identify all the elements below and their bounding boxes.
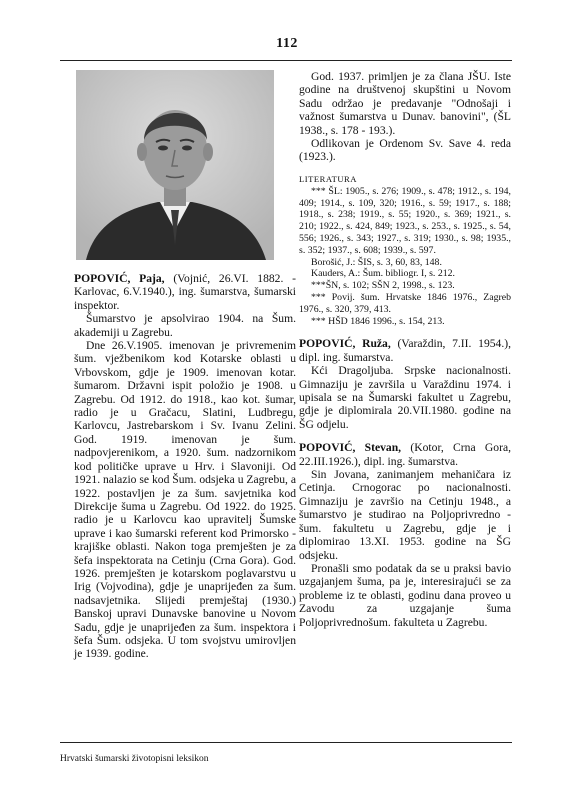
literature-item: *** Povij. šum. Hrvatske 1846 1976., Zagreb 1976., s. 320, 379, 413. — [299, 292, 511, 315]
literature-item: Borošić, J.: ŠIS, s. 3, 60, 83, 148. — [311, 256, 442, 268]
literature-item: Kauders, A.: Šum. bibliogr. I, s. 212. — [311, 268, 455, 280]
entry-paragraph: Kći Dragoljuba. Srpske nacionalnosti. Gimnaziju je završila u Varaždinu 1974. i upisala se na Šumarski fakultet u Zagrebu, gdje je diplomirala 20.VII.1980. godine na ŠG odjelu. — [299, 364, 511, 431]
entry-paragraph: Šumarstvo je apsolvirao 1904. na Šum. akademiji u Zagrebu. — [74, 312, 296, 339]
entry-paragraph: Pronašli smo podatak da se u praksi bavio uzgajanjem šuma, pa je, interesirajući se za probleme iz te oblasti, godinu dana proveo u Zavodu za uzgajanje šuma Poljoprivrednošum. fakulteta u Zagrebu. — [299, 561, 511, 629]
footer-text: Hrvatski šumarski životopisni leksikon — [60, 754, 209, 764]
entry-paragraph: God. 1937. primljen je za člana JŠU. Iste godine na društvenoj skupštini u Novom Sadu održao je predavanje "Odnošaji i važnost šumarstva u Dunav. banovini", (ŠL 1938., s. 178 - 193.). — [299, 70, 511, 137]
entry-paragraph: Odlikovan je Ordenom Sv. Save 4. reda (1923.). — [299, 137, 511, 164]
entry-popovic-stevan-head — [299, 441, 511, 468]
header-rule — [60, 60, 512, 61]
footer-rule — [60, 742, 512, 743]
portrait-photo — [76, 70, 274, 260]
entry-head-details: (Kotor, Crna Gora, 22.III.1926.), dipl. ing. šumarstva. — [299, 441, 511, 468]
entry-name: POPOVIĆ, Paja, — [74, 272, 165, 285]
entry-paragraph: Sin Jovana, zanimanjem mehaničara iz Cetinja. Crnogorac po nacionalnosti. Gimnaziju je završio na Cetinju 1948., a šumarstvo je studirao na Poljoprivredno - šum. fakultetu u Zagrebu, gdje je i diplomirao 13.XI. 1953. godine na ŠG odsjeku. — [299, 468, 511, 562]
entry-head-details: (Varaždin, 7.II. 1954.), dipl. ing. šumarstva. — [299, 337, 511, 364]
entry-popovic-paja-head — [74, 272, 296, 312]
entry-paragraph: Dne 26.V.1905. imenovan je privremenim šum. vježbenikom kod Kotarske oblasti u Vrbovskom, gdje je 1909. imenovan kotar. šumarom. Državni ispit položio je 1908. u Zagrebu. Od 1912. do 1918., kao kot. šumar, radio je u Gračacu, Slatini, Ludbregu, Karlovcu, Jastrebarskom i Sv. Ivanu Zelini. God. 1919. imenovan je šum. nadpovjerenikom, a 1920. šum. nadzornikom kod političke uprave u Hrv. i Slavoniji. Od 1921. nalazio se kod Šum. odsjeka u Zagrebu, a 1922. postavljen je za šum. savjetnika kod Direkcije šuma u Zagrebu. Od 1922. do 1925. radio je u Karlovcu kao upravitelj Šumske uprave i kao šumarski referent kod Primorsko - krajiške oblasti. Nakon toga premješten je za šefa inspektorata na Cetinju (Crna Gora). God. 1926. premješten je kotarskom poglavarstvu u Irig (Vojvodina), gdje je unaprijeđen za šum. nadsavjetnika. Slijedi premještaj (1930.) Banskoj upravi Dunavske banovine u Novom Sadu, gdje je unaprijeđen za šum. inspektora i šefa Šum. odsjeka. U tom svojstvu umirovljen je 1939. godine. — [74, 339, 296, 661]
entry-name: POPOVIĆ, Stevan, — [299, 441, 402, 455]
literature-item: *** HŠD 1846 1996., s. 154, 213. — [311, 315, 445, 327]
right-column — [299, 70, 511, 629]
literature-item: ***ŠN, s. 102; SŠN 2, 1998., s. 123. — [311, 280, 455, 292]
entry-popovic-ruza-head — [299, 337, 511, 364]
portrait-illustration — [76, 70, 274, 260]
literature-item: *** ŠL: 1905., s. 276; 1909., s. 478; 1912., s. 194, 409; 1914., s. 109, 320; 1916., s. 59; 1917., s. 188; 1918., s. 238; 1919., s. 55; 1920., s. 369; 1921., s. 210; 1922., s. 424, 849; 1923., s. 253., s. 1925., s. 54, 556; 1926., s. 343; 1927., s. 319; 1930., s. 98; 1935., s. 352; 1937., s. 608; 1939., s. 597. — [299, 185, 511, 256]
literature-list — [299, 186, 511, 328]
literature-heading: LITERATURA — [299, 173, 357, 184]
page-number: 112 — [276, 36, 298, 51]
entry-name: POPOVIĆ, Ruža, — [299, 337, 391, 351]
left-column — [74, 70, 296, 661]
entry-head-details: (Vojnić, 26.VI. 1882. - Karlovac, 6.V.1940.), ing. šumarstva, šumarski inspektor. — [74, 272, 296, 312]
